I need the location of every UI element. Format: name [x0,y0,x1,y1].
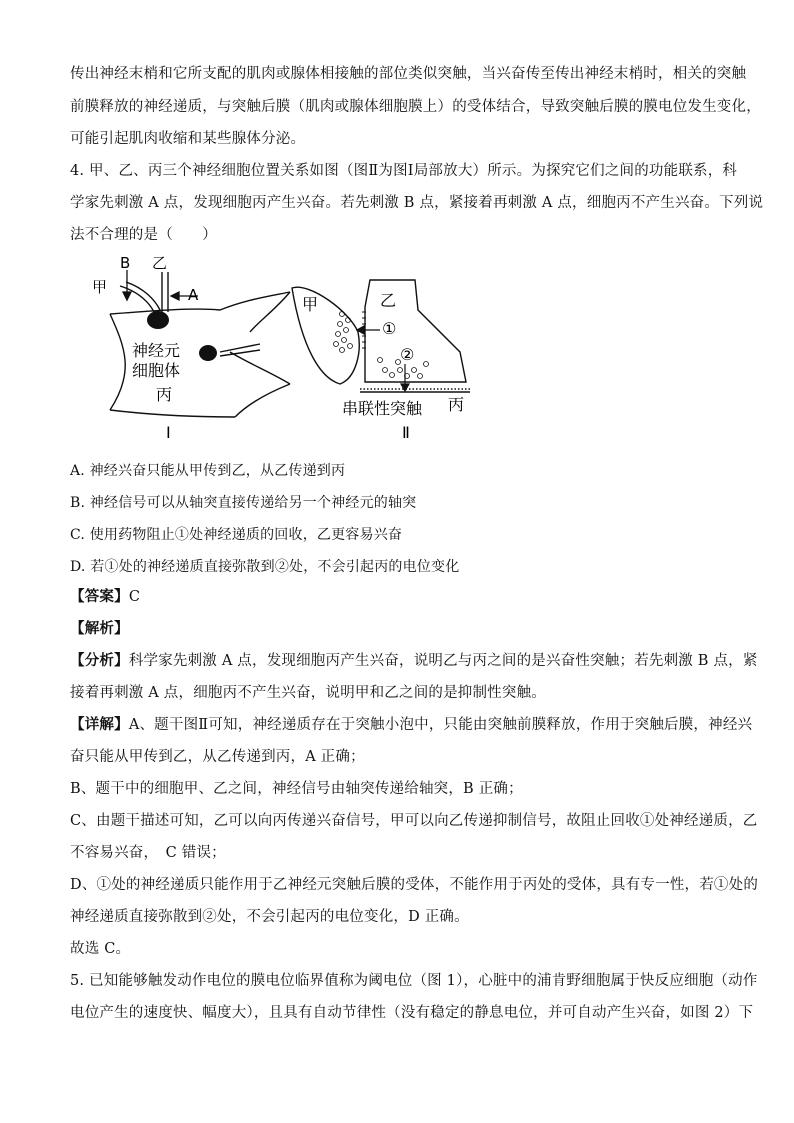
xiangjie-line-d2: 神经递质直接弥散到②处，不会引起丙的电位变化，D 正确。 [70,909,469,925]
xiangjie-line-a1 [70,715,752,735]
fig2-label-jia: 甲 [302,295,319,314]
q5-line-1: 5. 已知能够触发动作电位的膜电位临界值称为阈电位（图 1），心脏中的浦肯野细胞属于快反应细胞（动作 [70,973,758,989]
synapse-knob-upper [147,311,169,329]
fig1-label-bing: 丙 [156,385,173,404]
synapse-knob-lower [199,345,217,361]
fig1-body-line-1: 神经元 [132,341,181,360]
fig1-body-line-2: 细胞体 [132,361,181,380]
fenxi-line-2: 接着再刺激 A 点，细胞丙不产生兴奋，说明甲和乙之间的是抑制性突触。 [70,685,546,701]
q4-stem-line-1: 4. 甲、乙、丙三个神经细胞位置关系如图（图Ⅱ为图Ⅰ局部放大）所示。为探究它们之间的功能联系，科 [70,163,738,179]
q4-option-d: D. 若①处的神经递质直接弥散到②处，不会引起丙的电位变化 [70,559,460,575]
fenxi-tag: 【分析】 [70,653,129,669]
xiangjie-line-c1: C、由题干描述可知，乙可以向丙传递兴奋信号，甲可以向乙传递抑制信号，故阻止回收①处神经递质，乙 [70,813,758,829]
analysis-heading [70,619,129,639]
xiangjie-tag: 【详解】 [70,717,129,733]
fig2-caption: 串联性突触 [342,399,423,418]
q4-option-b: B. 神经信号可以从轴突直接传递给另一个神经元的轴突 [70,495,417,511]
intro-line-3: 可能引起肌肉收缩和某些腺体分泌。 [70,131,306,147]
fig1-label-A: A [188,286,199,304]
intro-line-2: 前膜释放的神经递质，与突触后膜（肌肉或腺体细胞膜上）的受体结合，导致突触后膜的膜电位发生变化， [70,99,761,115]
q4-option-a: A. 神经兴奋只能从甲传到乙，从乙传递到丙 [70,463,346,479]
q4-option-c: C. 使用药物阻止①处神经递质的回收，乙更容易兴奋 [70,527,403,543]
xiangjie-line-a2: 奋只能从甲传到乙，从乙传递到丙，A 正确； [70,749,365,765]
q4-figure [80,252,480,452]
xiangjie-line-b: B、题干中的细胞甲、乙之间，神经信号由轴突传递给轴突，B 正确； [70,781,523,797]
fig2-label-bing: 丙 [448,395,465,414]
fig2-circle-1: ① [382,319,397,338]
xiangjie-line-d1: D、①处的神经递质只能作用于乙神经元突触后膜的受体，不能作用于丙处的受体，具有专一性，若①处的 [70,877,759,893]
q4-stem-line-3: 法不合理的是（ ） [70,227,217,243]
answer-value: C [128,589,141,605]
fig1-label-yi: 乙 [152,254,168,272]
answer-tag: 【答案】 [70,589,129,605]
fenxi-line-1 [70,651,758,671]
fig1-label-jia: 甲 [92,278,108,296]
fig1-label-B: B [120,254,131,272]
analysis-tag: 【解析】 [70,621,129,637]
xiangjie-text-a1: A、题干图Ⅱ可知，神经递质存在于突触小泡中，只能由突触前膜释放，作用于突触后膜，神经兴 [128,717,753,733]
fig2-circle-2: ② [400,345,415,364]
q5-line-2: 电位产生的速度快、幅度大），且具有自动节律性（没有稳定的静息电位，并可自动产生兴奋，如图 2）下 [70,1005,754,1021]
fig1-numeral: Ⅰ [166,423,171,442]
fig2-label-yi: 乙 [380,291,397,310]
q4-stem-line-2: 学家先刺激 A 点，发现细胞丙产生兴奋。若先刺激 B 点，紧接着再刺激 A 点，细胞丙不产生兴奋。下列说 [70,195,764,211]
fig2-numeral: Ⅱ [402,423,410,442]
intro-line-1: 传出神经末梢和它所支配的肌肉或腺体相接触的部位类似突触，当兴奋传至传出神经末梢时，相关的突触 [70,66,747,82]
xiangjie-line-c2: 不容易兴奋， C 错误； [70,845,226,861]
choose-line: 故选 C。 [70,941,131,957]
answer-line [70,587,140,607]
fenxi-text-1: 科学家先刺激 A 点，发现细胞丙产生兴奋，说明乙与丙之间的是兴奋性突触；若先刺激 B 点，紧 [128,653,758,669]
